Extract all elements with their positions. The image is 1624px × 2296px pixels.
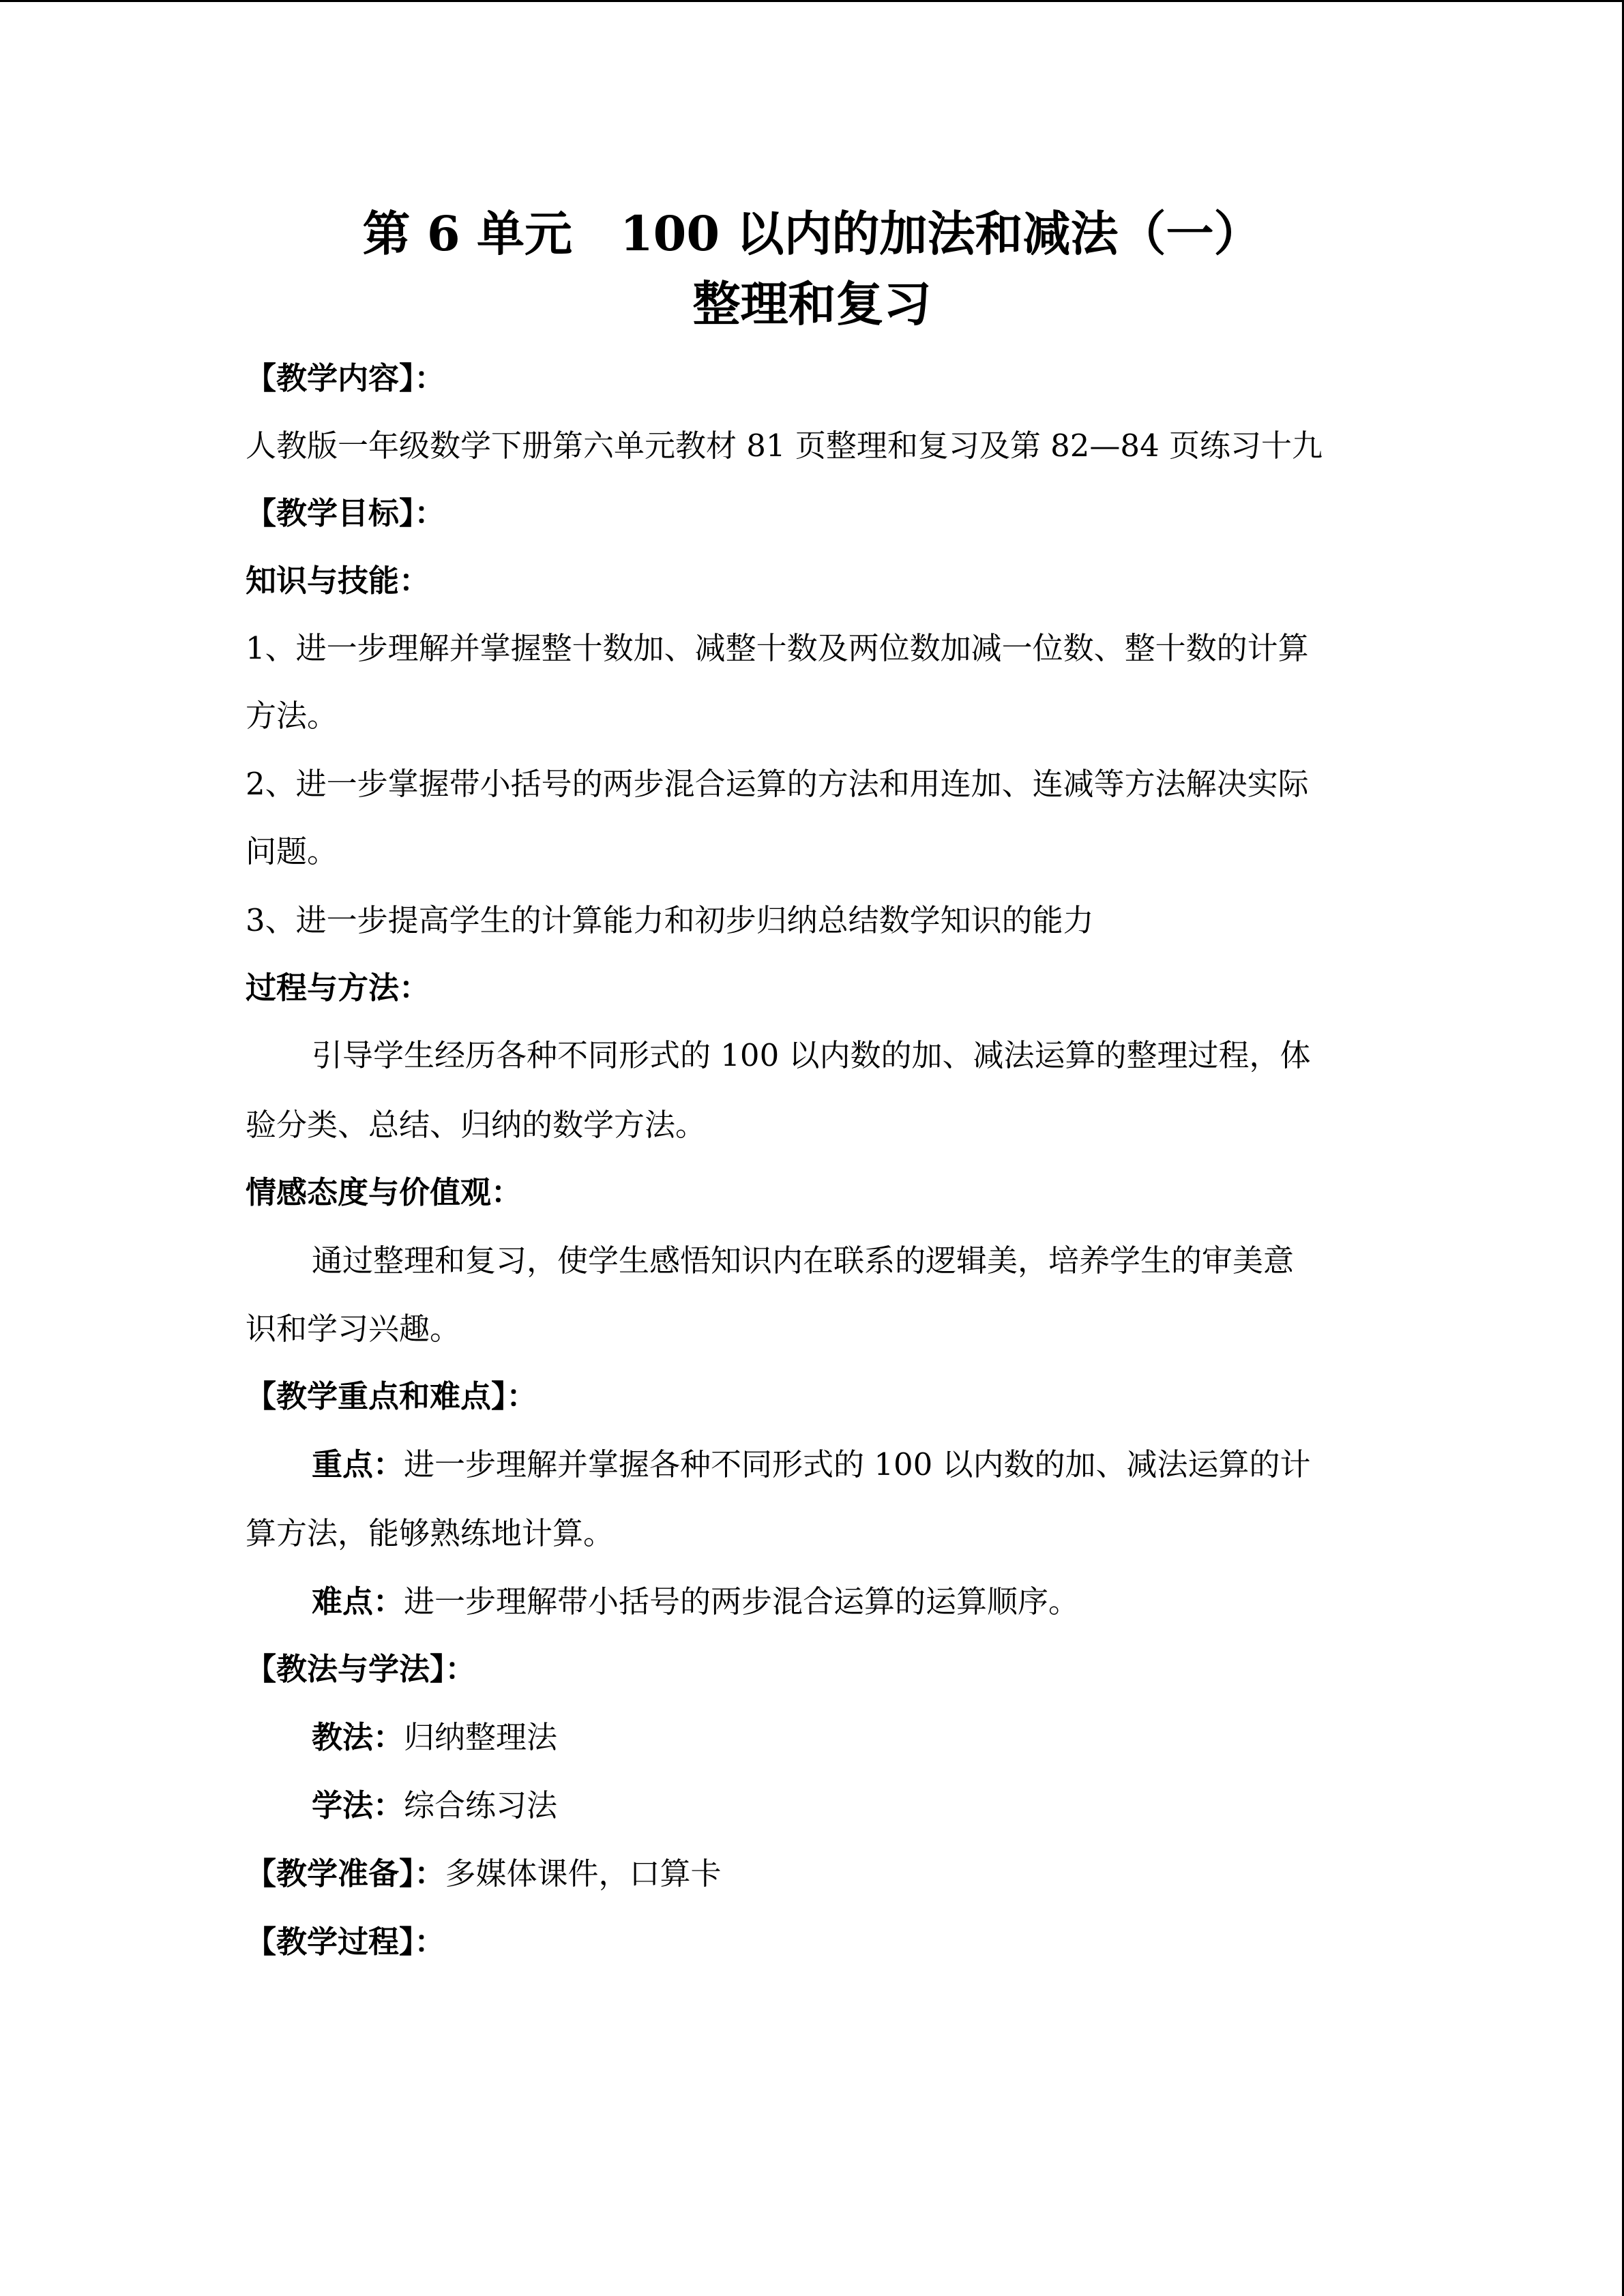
goal-item-1-line-2: 方法。 [246,698,338,734]
process-method-line-2: 验分类、总结、归纳的数学方法。 [246,1107,707,1143]
key-point-line-1 [312,1444,1444,1485]
process-method-line-1: 引导学生经历各种不同形式的 100 以内数的加、减法运算的整理过程，体 [312,1037,1311,1073]
teaching-method-label: 教法： [312,1719,404,1755]
emotion-heading: 情感态度与价值观： [246,1174,522,1210]
preparation-heading: 【教学准备】： [246,1855,445,1892]
learning-method-label: 学法： [312,1787,404,1823]
teaching-method-line [312,1717,1444,1758]
content-heading: 【教学内容】： [246,360,445,396]
preparation-line [246,1853,1378,1894]
goal-item-3: 3、进一步提高学生的计算能力和初步归纳总结数学知识的能力 [246,902,1094,938]
goals-heading: 【教学目标】： [246,495,445,531]
emotion-line-2: 识和学习兴趣。 [246,1311,461,1347]
key-point-line-2: 算方法，能够熟练地计算。 [246,1515,615,1551]
teaching-method-text: 归纳整理法 [404,1719,558,1755]
document-subtitle: 整理和复习 [692,275,932,332]
key-point-text: 进一步理解并掌握各种不同形式的 100 以内数的加、减法运算的计 [404,1446,1311,1482]
emotion-line-1: 通过整理和复习，使学生感悟知识内在联系的逻辑美，培养学生的审美意 [312,1242,1295,1279]
learning-method-line [312,1785,1444,1826]
goal-item-2-line-1: 2、进一步掌握带小括号的两步混合运算的方法和用连加、连减等方法解决实际 [246,766,1309,802]
learning-method-text: 综合练习法 [404,1787,558,1823]
difficult-point-line [312,1581,1444,1622]
goal-item-1-line-1: 1、进一步理解并掌握整十数加、减整十数及两位数加减一位数、整十数的计算 [246,630,1309,666]
difficult-point-text: 进一步理解带小括号的两步混合运算的运算顺序。 [404,1583,1080,1620]
preparation-text: 多媒体课件，口算卡 [445,1855,722,1892]
methods-heading: 【教法与学法】： [246,1651,476,1687]
key-points-heading: 【教学重点和难点】： [246,1378,537,1414]
teaching-process-heading: 【教学过程】： [246,1924,445,1960]
key-point-label: 重点： [312,1446,404,1482]
difficult-point-label: 难点： [312,1583,404,1620]
process-method-heading: 过程与方法： [246,970,430,1006]
document-title: 第 6 单元 100 以内的加法和减法（一） [362,205,1262,262]
content-text: 人教版一年级数学下册第六单元教材 81 页整理和复习及第 82—84 页练习十九 [246,428,1323,464]
goal-item-2-line-2: 问题。 [246,833,338,869]
knowledge-heading: 知识与技能： [246,563,430,599]
